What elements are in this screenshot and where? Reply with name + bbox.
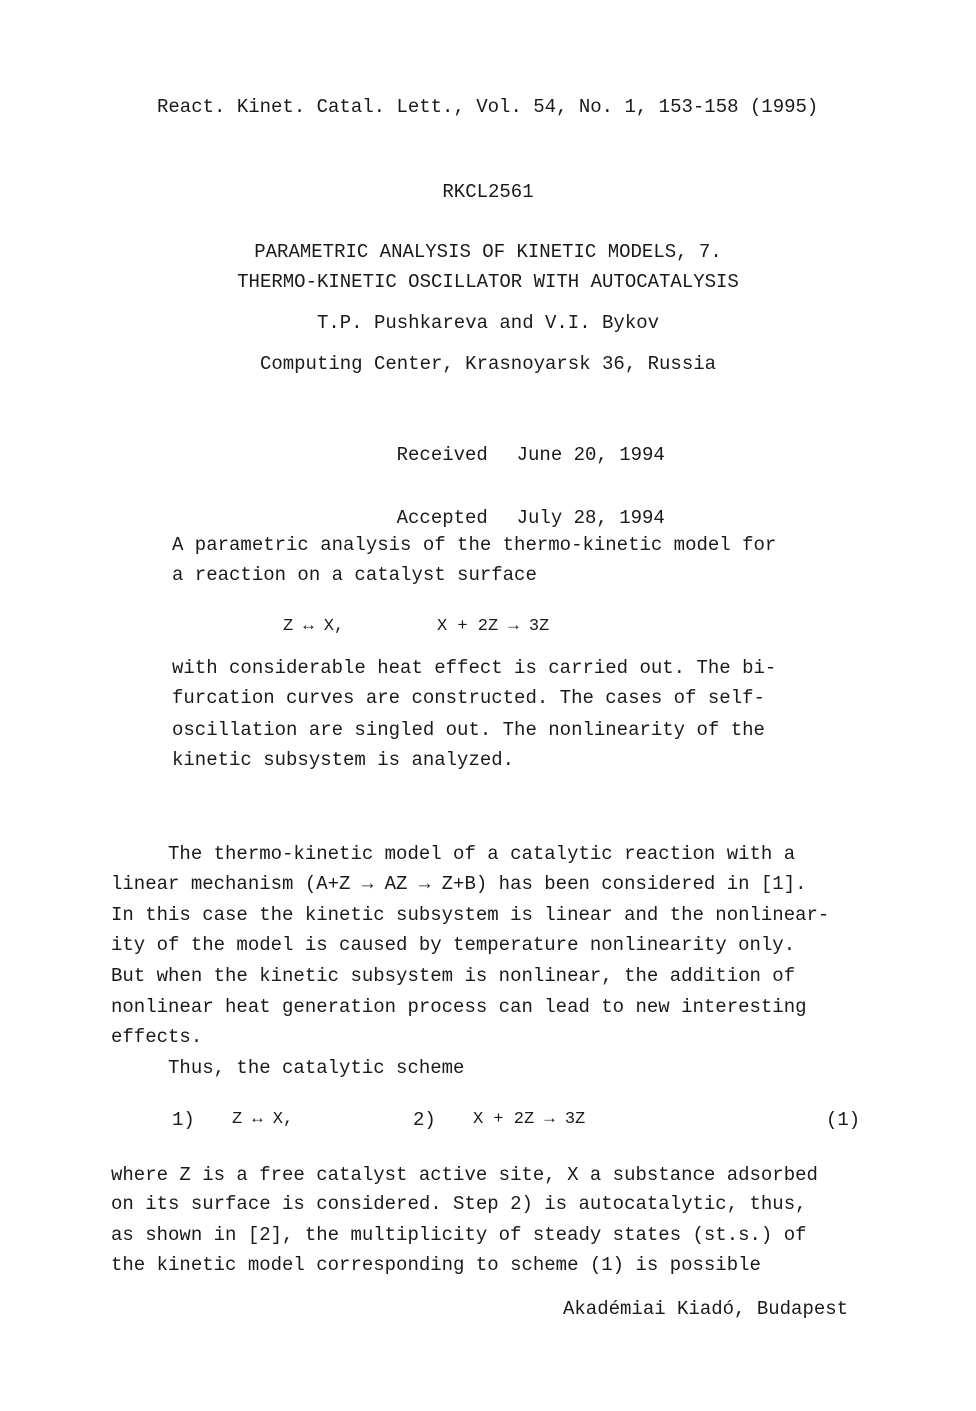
scheme-step-1: Z ↔ X, <box>232 1110 294 1129</box>
scheme-step-2: X + 2Z → 3Z <box>473 1110 586 1129</box>
publisher: Akadémiai Kiadó, Budapest <box>563 1298 849 1320</box>
body-line: effects. <box>111 1026 203 1048</box>
abstract-line: A parametric analysis of the thermo-kinetic model for <box>172 534 777 556</box>
abstract-line: a reaction on a catalyst surface <box>172 564 537 586</box>
body-line: nonlinear heat generation process can lead to new interesting <box>111 996 807 1018</box>
scheme-step-1-number: 1) <box>172 1109 195 1131</box>
accepted-date: July 28, 1994 <box>516 507 665 529</box>
body-line: In this case the kinetic subsystem is linear and the nonlinear- <box>111 904 830 926</box>
received-row <box>351 424 665 487</box>
affiliation: Computing Center, Krasnoyarsk 36, Russia <box>259 353 717 375</box>
body-line: where Z is a free catalyst active site, X a substance adsorbed <box>111 1164 818 1186</box>
abstract-line: furcation curves are constructed. The cases of self- <box>172 687 765 709</box>
dates-block <box>351 424 665 550</box>
scheme-step-2-number: 2) <box>413 1109 436 1131</box>
abstract-equation-part-1: Z ↔ X, <box>283 617 345 636</box>
journal-citation: React. Kinet. Catal. Lett., Vol. 54, No. 1, 153-158 (1995) <box>157 96 819 118</box>
article-code: RKCL2561 <box>442 181 534 203</box>
body-line: ity of the model is caused by temperature nonlinearity only. <box>111 934 796 956</box>
body-line: as shown in [2], the multiplicity of steady states (st.s.) of <box>111 1224 807 1246</box>
title-line-1: PARAMETRIC ANALYSIS OF KINETIC MODELS, 7. <box>254 241 722 263</box>
equation-number: (1) <box>826 1109 861 1131</box>
abstract-line: oscillation are singled out. The nonlinearity of the <box>172 719 765 741</box>
accepted-label: Accepted <box>396 507 488 529</box>
abstract-equation-part-2: X + 2Z → 3Z <box>437 617 550 636</box>
title-line-2: THERMO-KINETIC OSCILLATOR WITH AUTOCATALYSIS <box>237 271 739 293</box>
body-line: Thus, the catalytic scheme <box>111 1057 465 1079</box>
body-line: The thermo-kinetic model of a catalytic reaction with a <box>111 843 796 865</box>
abstract-line: with considerable heat effect is carried out. The bi- <box>172 657 777 679</box>
received-date: June 20, 1994 <box>516 444 665 466</box>
authors: T.P. Pushkareva and V.I. Bykov <box>316 312 660 334</box>
abstract-line: kinetic subsystem is analyzed. <box>172 749 515 771</box>
body-line: linear mechanism (A+Z → AZ → Z+B) has been considered in [1]. <box>111 873 807 895</box>
body-line: on its surface is considered. Step 2) is autocatalytic, thus, <box>111 1193 807 1215</box>
body-line: But when the kinetic subsystem is nonlinear, the addition of <box>111 965 796 987</box>
received-label: Received <box>396 444 488 466</box>
body-line: the kinetic model corresponding to scheme (1) is possible <box>111 1254 761 1276</box>
